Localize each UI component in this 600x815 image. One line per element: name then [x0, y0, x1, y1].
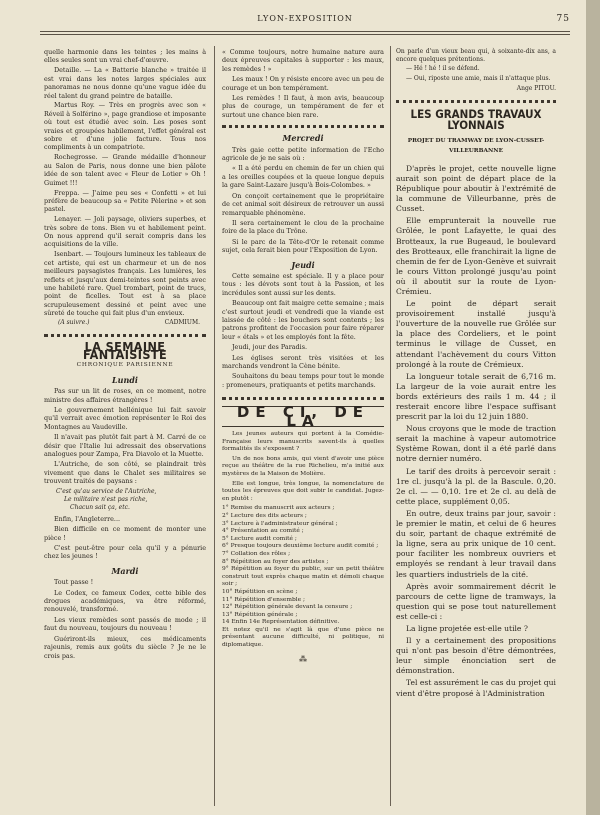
jeudi-paragraph: Souhaitons du beau temps pour tout le monde : promeneurs, pratiquants et petits marchands. — [222, 372, 384, 389]
mercredi-paragraph: Il sera certainement le clou de la prochaine foire de la place du Trône. — [222, 218, 384, 236]
dotted-separator — [222, 125, 384, 128]
dotted-separator — [222, 397, 384, 400]
tramway-paragraph: La longueur totale serait de 6,716 m. La largeur de la voie aurait entre les bords extérieurs des rails 1 m. 44 ; il resterait encore libre l'espace suffisant prescrit par la loi du 12 juin 1880. — [396, 371, 556, 422]
column-3 — [396, 48, 556, 701]
jeudi-paragraph: Beaucoup ont fait maigre cette semaine ; mais c'est surtout jeudi et vendredi que la viande est laissée de côté : les bouchers sont contents ; les patrons profitent de l'occasion pour faire réparer leur « étals » et les employés font la fête. — [222, 299, 384, 341]
tramway-paragraph: Nous croyons que le mode de traction serait la machine à vapeur automotrice Système Rowan, dont il a été parlé dans notre dernier numéro. — [396, 424, 556, 464]
tramway-paragraph: Le point de départ serait provisoirement installé jusqu'à l'ouverture de la nouvelle rue Grôlée sur la place des Cordeliers, et le point terminus le village de Cusset, en attendant l'achèvement du cours Vitton prolongé à la route de Crémieux. — [396, 299, 556, 369]
mardi-paragraph: Le Codex, ce fameux Codex, cette bible des drogues académiques, va être réformé, renouvelé, transformé. — [44, 588, 206, 614]
lundi-paragraph: Enfin, l'Angleterre... — [54, 514, 121, 523]
tramway-paragraph: Après avoir sommairement décrit le parcours de cette ligne de tramways, la question qui se pose tout naturellement est celle-ci : — [396, 581, 556, 621]
jeudi-paragraph: Jeudi, jour des Paradis. — [232, 343, 308, 352]
verse — [56, 488, 194, 513]
jeudi-paragraph: Les églises seront très visitées et les marchands vendront la Cène bénite. — [222, 353, 384, 370]
list-item: 11° Répétition d'ensemble ; — [222, 596, 305, 603]
section-title-de-ci-de-la: DE CI, DE LA — [222, 406, 384, 427]
section-title-grands-travaux: LES GRANDS TRAVAUX LYONNAIS — [410, 107, 542, 132]
day-heading-mercredi: Mercredi — [282, 133, 324, 144]
list-item: 13° Répétition générale ; — [222, 611, 298, 618]
section-title-semaine: LA SEMAINE FANTAISISTE — [82, 338, 168, 362]
page-edge — [586, 0, 600, 815]
page-number: 75 — [556, 14, 570, 24]
running-header — [40, 14, 570, 28]
column-rule-1 — [214, 46, 215, 806]
art-review-paragraph: Martus Roy. — Très en progrès avec son « Réveil à Solférino », page grandiose et imposante où tout est étudié avec soin. Les poses sont vraies et groupées habilement, l'effet général est sobre et d'une jolie facture. Tous nos compliments à un compatriote. — [44, 101, 206, 152]
list-item: 10° Répétition en scène ; — [222, 588, 298, 595]
header-title: LYON-EXPOSITION — [257, 14, 353, 23]
jeudi-paragraph: Cette semaine est spéciale. Il y a place pour tous : les dévots sont tout à la Passion, et les incrédules sont aussi sur les dents. — [222, 271, 384, 297]
tramway-paragraph: La ligne projetée est-elle utile ? — [406, 623, 528, 633]
day-heading-mardi: Mardi — [111, 565, 139, 576]
mardi-paragraph: Tout passe ! — [54, 578, 94, 587]
art-review-paragraph: quelle harmonie dans les teintes ; les mains à elles seules sont un vrai chef-d'œuvre. — [44, 48, 206, 65]
list-item: 6° Presque toujours deuxième lecture audit comité ; — [222, 543, 379, 550]
lundi-paragraph: C'est peut-être pour cela qu'il y a pénurie chez les jeunes ! — [44, 544, 206, 561]
anecdote-line: — Oui, riposte une amie, mais il n'attaque plus. — [406, 74, 551, 82]
tramway-paragraph: Elle emprunterait la nouvelle rue Grôlée, le pont Lafayette, le quai des Brotteaux, la rue Bugeaud, le boulevard des Brotteaux, elle franchirait la ligne de chemin de fer de Lyon-Genève et suivrait le cours Vitton prolongé jusqu'au point où il aboutit sur la route de Lyon-Crémieu. — [396, 216, 556, 296]
tramway-paragraph: Il y a certainement des propositions qui n'ont pas besoin d'être démontrées, leur simple énonciation sert de démonstration. — [396, 636, 556, 676]
verse-line: Le militaire n'est pas riche, — [64, 496, 148, 503]
header-rule-2 — [40, 34, 570, 35]
list-item: 12° Répétition générale devant la censure ; — [222, 604, 353, 611]
day-heading-jeudi: Jeudi — [291, 259, 315, 270]
deci-paragraph: Un de nos bons amis, qui vient d'avoir une pièce reçue au théâtre de la rue Richelieu, m'a initié aux mystères de la Maison de Molière. — [222, 455, 384, 477]
anecdote-line: — Hé ! hé ! il se défend. — [406, 65, 480, 73]
list-item: 4° Présentation au comité ; — [222, 528, 304, 535]
verse-line: Chacun sait ça, etc. — [70, 504, 130, 512]
list-item: 3° Lecture à l'administrateur général ; — [222, 520, 338, 527]
art-review-paragraph: Lenayer. — Joli paysage, oliviers superbes, et très sobre de tons. Bien vu et habilement peint. On nous apprend qu'il serait compris dans les acquisitions de la ville. — [44, 215, 206, 249]
column-1 — [44, 48, 206, 662]
lundi-paragraph: Il n'avait pas plutôt fait part à M. Carré de ce désir que l'Italie lui adressait des observations analogues pour Zampa, Fra Diavolo et la Muette. — [44, 433, 206, 458]
dotted-separator — [396, 100, 556, 103]
list-item: 5° Lecture audit comité ; — [222, 535, 297, 542]
column-rule-2 — [390, 46, 391, 806]
mercredi-paragraph: « Il a été perdu en chemin de fer un chien qui a les oreilles coupées et la queue longue depuis la gare Saint-Lazare jusqu'à Bois-Colombes. » — [222, 164, 384, 190]
list-item: 8° Répétition au foyer des artistes ; — [222, 558, 329, 565]
formalities-list — [222, 505, 384, 649]
deci-paragraph: Elle est longue, très longue, la nomenclature de toutes les épreuves que doit subir le candidat. Jugez-en plutôt : — [222, 480, 384, 502]
tramway-paragraph: D'après le projet, cette nouvelle ligne aurait son point de départ place de la République pour aboutir à l'extrémité de la commune de Villeurbanne, près de Cusset. — [396, 163, 556, 214]
mardi-paragraph: Les vieux remèdes sont passés de mode ; il faut du nouveau, toujours du nouveau ! — [44, 615, 206, 633]
mardi-paragraph: Les maux ! On y résiste encore avec un peu de courage et un bon tempérament. — [222, 75, 384, 92]
mardi-quote: « Comme toujours, notre humaine nature aura deux épreuves capitales à supporter : les maux, les remèdes ! » — [222, 48, 384, 73]
project-title: PROJET DU TRAMWAY DE LYON-CUSSET-VILLEURBANNE — [407, 137, 545, 154]
to-be-continued: (A suivre.) — [58, 319, 90, 327]
list-item: 7° Collation des rôles ; — [222, 550, 291, 557]
dotted-separator — [44, 334, 206, 337]
deci-paragraph: Les jeunes auteurs qui portent à la Comédie-Française leurs manuscrits savent-ils à quelles formalités ils s'exposent ? — [222, 431, 384, 453]
author-signature: CADMIUM. — [164, 319, 200, 327]
lundi-paragraph: Le gouvernement hellénique lui fait savoir qu'il verrait avec émotion représenter le Roi des Montagnes au Vaudeville. — [44, 405, 206, 431]
list-item: 14 Enfin 14e Représentation définitive. — [222, 619, 340, 626]
anecdote-signature: Ange PITOU. — [516, 85, 556, 93]
tramway-paragraph: En outre, deux trains par jour, savoir : le premier le matin, et celui de 6 heures du soir, partant de chaque extrémité de la ligne, sera au prix unique de 10 cent. pour faciliter les nombreux ouvriers et employés se rendant à leur travail dans les quartiers industriels de la cité. — [396, 508, 556, 579]
mercredi-paragraph: Très gaie cette petite information de l'Echo agricole de je ne sais où : — [222, 145, 384, 163]
mercredi-paragraph: On conçoit certainement que le propriétaire de cet animal soit désireux de retrouver un aussi remarquable phénomène. — [222, 191, 384, 217]
art-review-paragraph: Detaille. — La « Batterie blanche » traitée il est vrai dans les notes larges spéciales aux panoramas ne nous donne qu'une vague idée du réel talent du grand peintre de bataille. — [44, 66, 206, 100]
day-heading-lundi: Lundi — [112, 374, 138, 385]
ornament: ⁂ — [299, 654, 307, 664]
lundi-paragraph: Pas sur un lit de roses, en ce moment, notre ministre des affaires étrangères ! — [44, 387, 206, 404]
header-rule — [40, 31, 570, 32]
tramway-paragraph: Tel est assurément le cas du projet qui vient d'être proposé à l'Administration — [396, 678, 556, 698]
list-item: Et notez qu'il ne s'agit là que d'une pièce ne présentant aucune difficulté, ni politique, ni diplomatique. — [222, 626, 384, 649]
art-review-paragraph: Isenbart. — Toujours lumineux les tableaux de cet artiste, qui est un charmeur et un de nos meilleurs paysagistes français. Les lumières, les reflets et jusqu'aux demi-teintes sont peints avec une habileté rare. Quel trombart, point de trucs, point de ficelles. Tout est à sa place scrupuleusement dessiné et peint avec une sûreté de touche qui fait plus d'un envieux. — [44, 250, 206, 318]
anecdote-line: On parle d'un vieux beau qui, à soixante-dix ans, a encore quelques prétentions. — [396, 48, 556, 63]
lundi-paragraph: L'Autriche, de son côté, se plaindrait très vivement que dans le Chalet ses militaires se trouvent traités de paysans : — [44, 460, 206, 486]
verse-line: C'est qu'au service de l'Autriche, — [56, 487, 157, 495]
mardi-paragraph: Guériront-ils mieux, ces médicaments rajeunis, remis aux goûts du siècle ? Je ne le crois pas. — [44, 634, 206, 660]
art-review-paragraph: Rochegrosse. — Grande médaille d'honneur au Salon de Paris, nous donne une bien pâlote idée de son talent avec « Fleur de Lotier » Oh ! Guimet !!! — [44, 153, 206, 187]
list-item: 9° Répétition au foyer du public, sur un petit théâtre construit tout exprès chaque matin et démoli chaque soir ; — [222, 566, 384, 588]
list-item: 2° Lecture des dits acteurs ; — [222, 512, 307, 519]
mardi-paragraph: Les remèdes ! Il faut, à mon avis, beaucoup plus de courage, un tempérament de fer et surtout une chance bien rare. — [222, 94, 384, 119]
art-review-paragraph: Freppa. — J'aime peu ses « Confetti » et lui préfère de beaucoup sa « Petite Pèlerine » et son pastel. — [44, 188, 206, 214]
lundi-paragraph: Bien difficile en ce moment de monter une pièce ! — [44, 525, 206, 542]
tramway-paragraph: Le tarif des droits à percevoir serait : 1re cl. jusqu'à la pl. de la Bascule. 0,20. 2e cl. — — 0,10. 1re et 2e cl. au delà de cette place, supplément 0,05. — [396, 466, 556, 506]
list-item: 1° Remise du manuscrit aux acteurs ; — [222, 505, 335, 512]
column-2 — [222, 48, 384, 664]
section-subtitle: CHRONIQUE PARISIENNE — [76, 362, 174, 369]
mercredi-paragraph: Si le parc de la Tête-d'Or le retenait comme sujet, cela ferait bien pour l'Exposition de Lyon. — [222, 237, 384, 255]
